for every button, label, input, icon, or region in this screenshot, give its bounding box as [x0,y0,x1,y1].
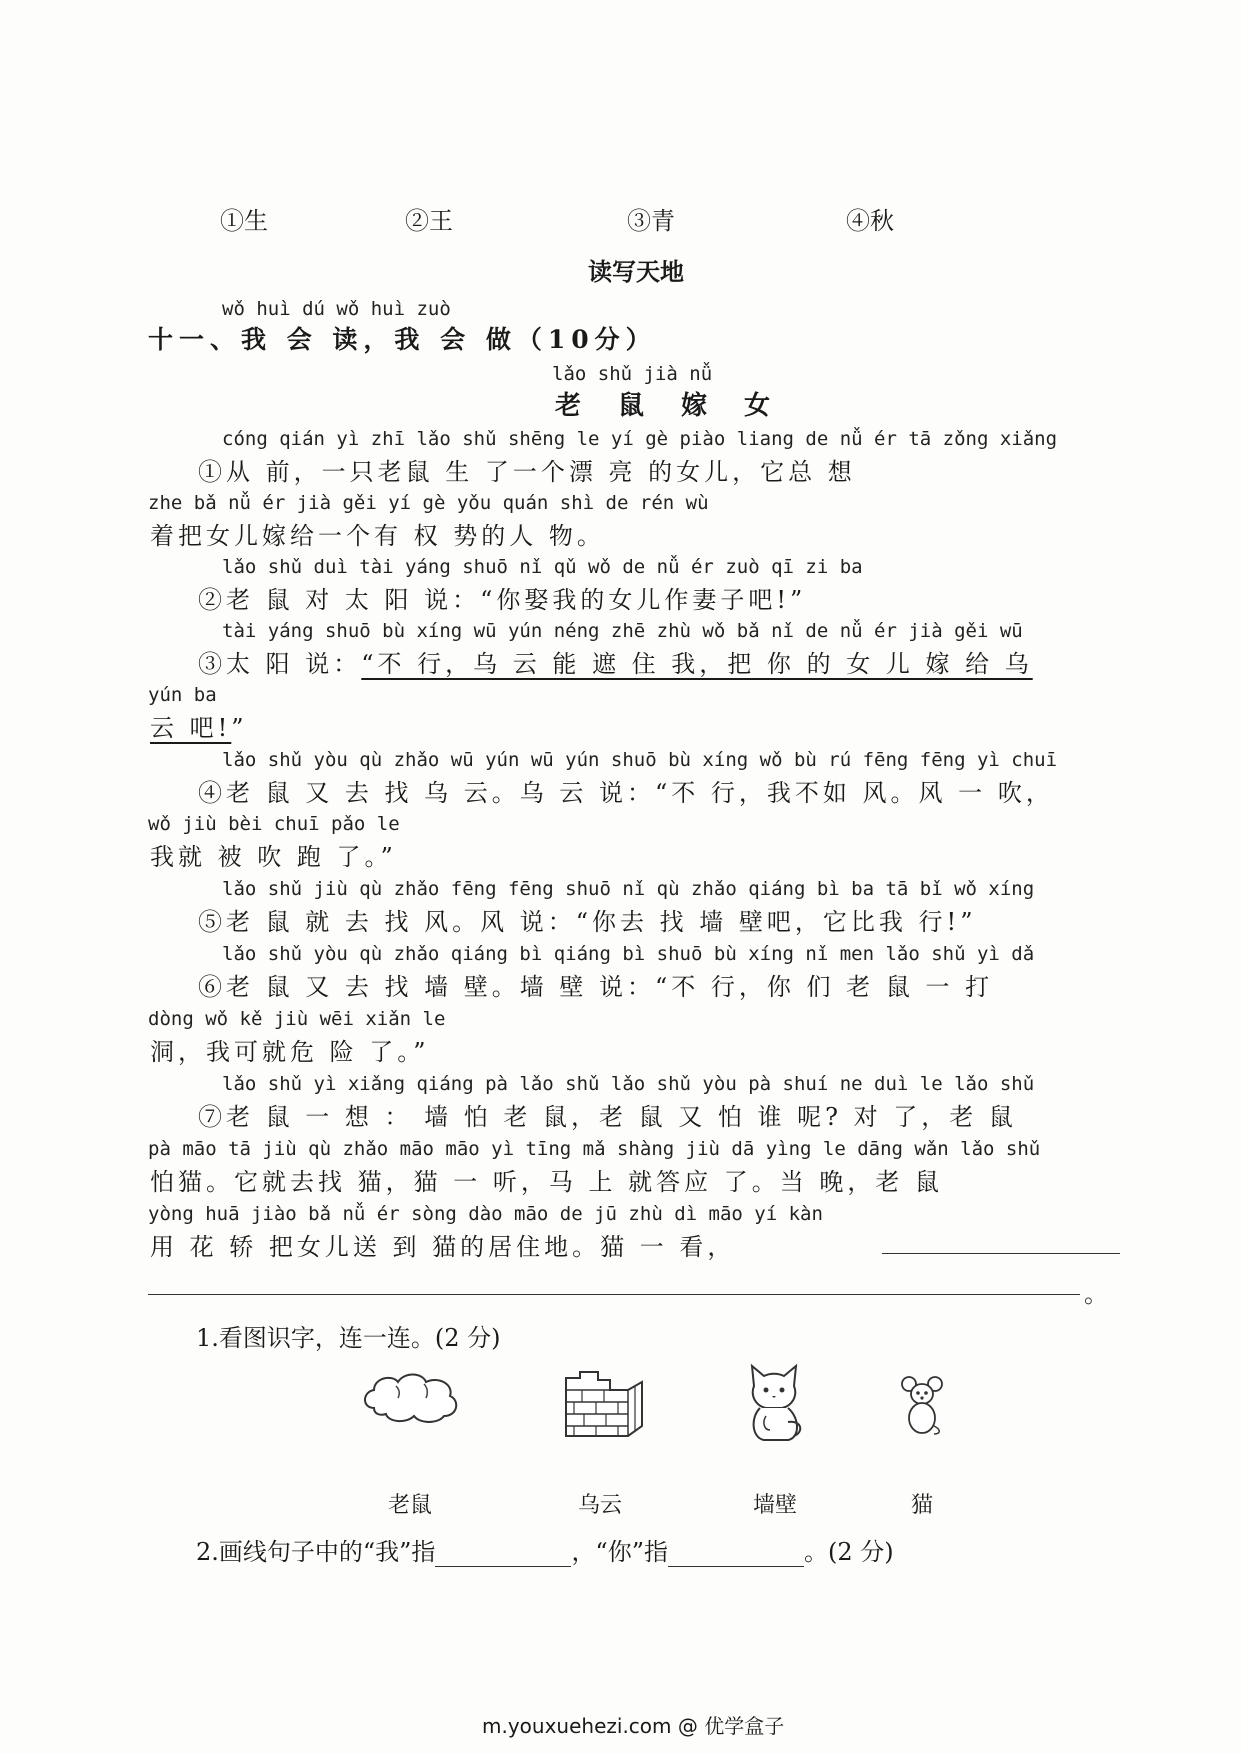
pinyin-line: lǎo shǔ yòu qù zhǎo qiáng bì qiáng bì shuō bù xíng nǐ men lǎo shǔ yì dǎ [222,943,1035,965]
question-2-part-3: 。(2 分) [803,1538,894,1566]
question-2-part-1: 2.画线句子中的“我”指 [196,1538,436,1566]
answer-blank-end[interactable] [882,1228,1120,1254]
q11-label: 十一、我 会 读，我 会 做（10分） [148,325,657,354]
story-title-pinyin: lǎo shǔ jià nǚ [552,363,713,385]
label-wall: 墙壁 [753,1493,798,1518]
answer-blank-wo[interactable] [435,1542,571,1567]
text-line: 着把女儿嫁给一个有 权 势的人 物。 [150,522,605,550]
pinyin-line: dòng wǒ kě jiù wēi xiǎn le [148,1008,446,1030]
q11-pinyin: wǒ huì dú wǒ huì zuò [222,298,451,320]
pinyin-line: lǎo shǔ yì xiǎng qiáng pà lǎo shǔ lǎo shǔ yòu pà shuí ne duì le lǎo shǔ [222,1073,1035,1095]
pinyin-line: lǎo shǔ yòu qù zhǎo wū yún wū yún shuō bù xíng wǒ bù rú fēng fēng yì chuī [222,749,1058,771]
pinyin-line: lǎo shǔ duì tài yáng shuō nǐ qǔ wǒ de nǚ ér zuò qī zi ba [222,556,863,578]
cloud-icon [360,1368,462,1426]
pinyin-line: cóng qián yì zhī lǎo shǔ shēng le yí gè piào liang de nǚ ér tā zǒng xiǎng [222,428,1058,450]
choice-3: ③青 [627,207,675,235]
pinyin-line: wǒ jiù bèi chuī pǎo le [148,813,400,835]
pinyin-line: lǎo shǔ jiù qù zhǎo fēng fēng shuō nǐ qù zhǎo qiáng bì ba tā bǐ wǒ xíng [222,878,1035,900]
pinyin-line: yòng huā jiào bǎ nǚ ér sòng dào māo de jū zhù dì māo yí kàn [148,1203,823,1225]
text-line: ④老 鼠 又 去 找 乌 云。乌 云 说：“不 行，我不如 风。风 一 吹， [198,779,1054,807]
text-line: 怕猫。它就去找 猫，猫 一 听，马 上 就答应 了。当 晚，老 鼠 [150,1168,944,1196]
choice-2: ②王 [405,207,453,235]
text-prefix: ③太 阳 说： [198,650,362,678]
section-heading: 读写天地 [588,258,684,286]
choice-4: ④秋 [846,207,894,235]
underlined-sentence: “不 行，乌 云 能 遮 住 我，把 你 的 女 儿 嫁 给 乌 [361,650,1033,678]
text-line: ⑥老 鼠 又 去 找 墙 壁。墙 壁 说：“不 行，你 们 老 鼠 一 打 [198,973,994,1001]
text-line: 用 花 轿 把女儿送 到 猫的居住地。猫 一 看， [150,1233,736,1261]
label-mouse: 老鼠 [388,1493,433,1518]
footer-watermark: m.youxuehezi.com @ 优学盒子 [482,1714,785,1738]
pinyin-line: pà māo tā jiù qù zhǎo māo māo yì tīng mǎ shàng jiù dā yìng le dāng wǎn lǎo shǔ [148,1138,1041,1160]
text-line: 我就 被 吹 跑 了。” [150,843,397,871]
question-1: 1.看图识字，连一连。(2 分) [196,1324,501,1352]
choice-1: ①生 [220,207,268,235]
answer-blank-continued[interactable] [148,1268,1080,1295]
mouse-icon [900,1372,944,1436]
text-line: ②老 鼠 对 太 阳 说：“你娶我的女儿作妻子吧!” [198,586,807,614]
question-2 [196,1532,894,1567]
text-line [198,644,1033,679]
text-suffix: ” [231,714,248,742]
text-line: ⑤老 鼠 就 去 找 风。风 说：“你去 找 墙 壁吧，它比我 行!” [198,908,977,936]
text-line [150,708,248,743]
underlined-sentence-end: 云 吧! [150,714,232,742]
wall-icon [562,1364,646,1440]
text-line: 洞，我可就危 险 了。” [150,1038,430,1066]
label-cat: 猫 [911,1493,934,1518]
label-cloud: 乌云 [578,1493,623,1518]
pinyin-line: zhe bǎ nǚ ér jià gěi yí gè yǒu quán shì de rén wù [148,492,709,514]
end-mark: 。 [1084,1280,1112,1308]
story-title: 老 鼠 嫁 女 [555,391,785,421]
text-line: ⑦老 鼠 一 想 ： 墙 怕 老 鼠，老 鼠 又 怕 谁 呢? 对 了，老 鼠 [198,1103,1017,1131]
question-2-part-2: ，“你”指 [571,1538,668,1566]
cat-icon [742,1360,808,1444]
text-line: ①从 前，一只老鼠 生 了一个漂 亮 的女儿，它总 想 [198,458,856,486]
pinyin-line: yún ba [148,684,217,706]
answer-blank-ni[interactable] [668,1542,804,1567]
pinyin-line: tài yáng shuō bù xíng wū yún néng zhē zhù wǒ bǎ nǐ de nǚ ér jià gěi wū [222,620,1023,642]
